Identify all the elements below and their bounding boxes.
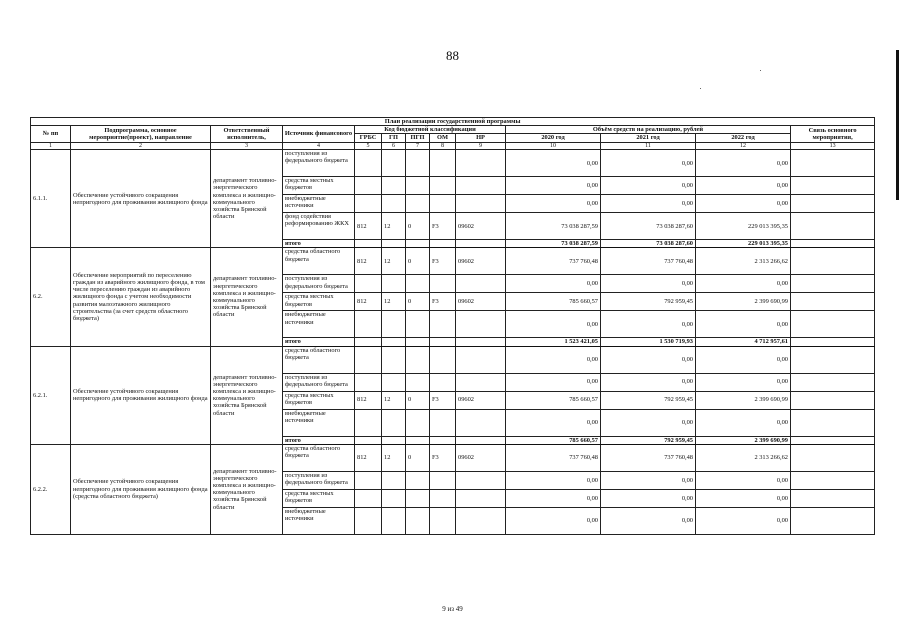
activity-name: Обеспечение мероприятий по переселению граждан из аварийного жилищного фонда, в том числе переселению граждан из аварийного жилищного фонда с учетом необходимости развития малоэтажного жилищного строительства (за счет средств областного бюджета) (71, 248, 211, 346)
budget-code-pgp: 0 (406, 391, 430, 409)
budget-code-nr (456, 240, 506, 248)
column-number: 9 (456, 142, 506, 150)
budget-code-pgp (406, 409, 430, 436)
link-cell (791, 373, 875, 391)
budget-code-om: F3 (430, 391, 456, 409)
column-number: 5 (355, 142, 382, 150)
header-row (31, 126, 875, 134)
budget-code-grbs (355, 373, 382, 391)
amount-2021: 0,00 (601, 346, 696, 373)
budget-code-grbs (355, 436, 382, 444)
budget-code-pgp (406, 489, 430, 507)
column-number: 6 (382, 142, 406, 150)
total-2021: 1 530 719,93 (601, 338, 696, 346)
amount-2022: 0,00 (696, 311, 791, 338)
total-2021: 73 038 287,60 (601, 240, 696, 248)
budget-code-om: F3 (430, 213, 456, 240)
budget-code-om (430, 195, 456, 213)
total-2022: 2 399 690,99 (696, 436, 791, 444)
header-link: Связь основного мероприятия, (791, 126, 875, 142)
amount-2022: 0,00 (696, 373, 791, 391)
link-cell (791, 248, 875, 275)
budget-code-pgp: 0 (406, 444, 430, 471)
budget-code-gp (382, 373, 406, 391)
plan-table-body (31, 150, 875, 535)
funding-source: средства местных бюджетов (283, 177, 355, 195)
budget-code-om (430, 275, 456, 293)
row-number: 6.2.1. (31, 346, 71, 444)
row-number: 6.2.2. (31, 444, 71, 534)
budget-code-gp (382, 240, 406, 248)
scan-speck (760, 70, 761, 71)
budget-code-om (430, 489, 456, 507)
page-footer: 9 из 49 (442, 605, 463, 613)
table-title-row (31, 118, 875, 126)
budget-code-nr (456, 338, 506, 346)
amount-2022: 0,00 (696, 150, 791, 177)
budget-code-nr: 09602 (456, 293, 506, 311)
total-2021: 792 959,45 (601, 436, 696, 444)
amount-2022: 0,00 (696, 275, 791, 293)
amount-2022: 0,00 (696, 195, 791, 213)
amount-2022: 0,00 (696, 507, 791, 534)
amount-2020: 0,00 (506, 346, 601, 373)
funding-source: средства областного бюджета (283, 444, 355, 471)
amount-2021: 0,00 (601, 177, 696, 195)
budget-code-om (430, 471, 456, 489)
funding-source: внебюджетные источники (283, 311, 355, 338)
link-cell (791, 444, 875, 471)
link-cell (791, 213, 875, 240)
budget-code-om (430, 436, 456, 444)
budget-code-grbs: 812 (355, 293, 382, 311)
amount-2022: 0,00 (696, 471, 791, 489)
amount-2020: 785 660,57 (506, 293, 601, 311)
budget-code-om: F3 (430, 293, 456, 311)
budget-code-om (430, 507, 456, 534)
budget-code-grbs: 812 (355, 444, 382, 471)
budget-code-grbs (355, 177, 382, 195)
responsible-executor: департамент топливно-энергетического комплекса и жилищно-коммунального хозяйства Брянской области (211, 150, 283, 248)
budget-code-gp (382, 471, 406, 489)
header-source: Источник финансового (283, 126, 355, 142)
budget-code-om (430, 338, 456, 346)
amount-2021: 737 760,48 (601, 444, 696, 471)
budget-code-nr (456, 471, 506, 489)
funding-source: фонд содействия реформированию ЖКХ (283, 213, 355, 240)
budget-code-gp (382, 150, 406, 177)
header-budget-code: Код бюджетной классификации (355, 126, 506, 134)
responsible-executor: департамент топливно-энергетического комплекса и жилищно-коммунального хозяйства Брянской области (211, 444, 283, 534)
budget-code-nr (456, 177, 506, 195)
funding-source: поступления из федерального бюджета (283, 373, 355, 391)
budget-code-pgp: 0 (406, 213, 430, 240)
link-cell (791, 391, 875, 409)
budget-code-nr: 09602 (456, 213, 506, 240)
budget-code-pgp (406, 471, 430, 489)
funding-source: средства местных бюджетов (283, 489, 355, 507)
funding-source: средства областного бюджета (283, 346, 355, 373)
link-cell (791, 195, 875, 213)
total-2020: 73 038 287,59 (506, 240, 601, 248)
budget-code-grbs: 812 (355, 248, 382, 275)
link-cell (791, 311, 875, 338)
column-number: 8 (430, 142, 456, 150)
total-label: итого (283, 338, 355, 346)
column-number: 10 (506, 142, 601, 150)
header-grbs: ГРБС (355, 134, 382, 142)
funding-source: внебюджетные источники (283, 409, 355, 436)
budget-code-om (430, 373, 456, 391)
budget-code-grbs (355, 489, 382, 507)
plan-table (30, 117, 875, 535)
amount-2020: 0,00 (506, 489, 601, 507)
amount-2021: 73 038 287,60 (601, 213, 696, 240)
header-funds: Объём средств на реализацию, рублей (506, 126, 791, 134)
column-number: 13 (791, 142, 875, 150)
column-number: 11 (601, 142, 696, 150)
amount-2022: 2 399 690,99 (696, 391, 791, 409)
budget-code-nr: 09602 (456, 248, 506, 275)
budget-code-nr (456, 275, 506, 293)
amount-2020: 785 660,57 (506, 391, 601, 409)
budget-code-grbs (355, 346, 382, 373)
table-row (31, 444, 875, 471)
budget-code-pgp (406, 150, 430, 177)
budget-code-gp: 12 (382, 213, 406, 240)
amount-2020: 737 760,48 (506, 248, 601, 275)
link-cell (791, 150, 875, 177)
table-row (31, 248, 875, 275)
link-cell (791, 436, 875, 444)
amount-2022: 2 399 690,99 (696, 293, 791, 311)
amount-2020: 0,00 (506, 471, 601, 489)
budget-code-nr (456, 436, 506, 444)
amount-2020: 0,00 (506, 150, 601, 177)
budget-code-gp (382, 177, 406, 195)
amount-2021: 0,00 (601, 275, 696, 293)
budget-code-gp (382, 195, 406, 213)
link-cell (791, 293, 875, 311)
budget-code-om (430, 177, 456, 195)
budget-code-nr (456, 409, 506, 436)
budget-code-gp: 12 (382, 248, 406, 275)
funding-source: поступления из федерального бюджета (283, 471, 355, 489)
budget-code-om (430, 346, 456, 373)
budget-code-nr (456, 311, 506, 338)
budget-code-gp (382, 338, 406, 346)
link-cell (791, 240, 875, 248)
total-label: итого (283, 240, 355, 248)
amount-2022: 2 313 266,62 (696, 248, 791, 275)
amount-2022: 229 013 395,35 (696, 213, 791, 240)
link-cell (791, 275, 875, 293)
budget-code-gp (382, 311, 406, 338)
budget-code-grbs (355, 240, 382, 248)
link-cell (791, 489, 875, 507)
amount-2021: 0,00 (601, 409, 696, 436)
budget-code-pgp (406, 436, 430, 444)
budget-code-pgp: 0 (406, 293, 430, 311)
amount-2021: 0,00 (601, 471, 696, 489)
column-number: 12 (696, 142, 791, 150)
amount-2020: 0,00 (506, 311, 601, 338)
funding-source: поступления из федерального бюджета (283, 275, 355, 293)
amount-2022: 0,00 (696, 177, 791, 195)
amount-2021: 0,00 (601, 195, 696, 213)
budget-code-nr (456, 346, 506, 373)
amount-2020: 0,00 (506, 275, 601, 293)
header-gp: ГП (382, 134, 406, 142)
amount-2020: 0,00 (506, 507, 601, 534)
header-pgp: ПГП (406, 134, 430, 142)
column-numbers-row (31, 142, 875, 150)
funding-source: внебюджетные источники (283, 195, 355, 213)
link-cell (791, 507, 875, 534)
budget-code-gp: 12 (382, 293, 406, 311)
amount-2020: 0,00 (506, 373, 601, 391)
budget-code-grbs (355, 338, 382, 346)
budget-code-gp (382, 409, 406, 436)
amount-2021: 0,00 (601, 150, 696, 177)
budget-code-om: F3 (430, 248, 456, 275)
funding-source: средства местных бюджетов (283, 293, 355, 311)
header-2022: 2022 год (696, 134, 791, 142)
budget-code-gp (382, 507, 406, 534)
activity-name: Обеспечение устойчивого сокращения непригодного для проживания жилищного фонда (71, 150, 211, 248)
budget-code-grbs (355, 409, 382, 436)
total-2022: 4 712 957,61 (696, 338, 791, 346)
amount-2020: 0,00 (506, 409, 601, 436)
budget-code-om (430, 409, 456, 436)
header-2021: 2021 год (601, 134, 696, 142)
budget-code-gp: 12 (382, 444, 406, 471)
column-number: 1 (31, 142, 71, 150)
budget-code-grbs: 812 (355, 213, 382, 240)
responsible-executor: департамент топливно-энергетического комплекса и жилищно-коммунального хозяйства Брянской области (211, 248, 283, 346)
funding-source: внебюджетные источники (283, 507, 355, 534)
budget-code-nr: 09602 (456, 391, 506, 409)
link-cell (791, 177, 875, 195)
header-nr: НР (456, 134, 506, 142)
column-number: 3 (211, 142, 283, 150)
amount-2022: 0,00 (696, 346, 791, 373)
budget-code-pgp (406, 311, 430, 338)
budget-code-pgp (406, 275, 430, 293)
budget-code-om: F3 (430, 444, 456, 471)
header-om: ОМ (430, 134, 456, 142)
column-number: 7 (406, 142, 430, 150)
amount-2022: 2 313 266,62 (696, 444, 791, 471)
budget-code-nr (456, 507, 506, 534)
budget-code-pgp (406, 195, 430, 213)
table-title: План реализации государственной программы (31, 118, 875, 126)
budget-code-nr (456, 150, 506, 177)
funding-source: средства областного бюджета (283, 248, 355, 275)
funding-source: поступления из федерального бюджета (283, 150, 355, 177)
link-cell (791, 471, 875, 489)
budget-code-om (430, 240, 456, 248)
budget-code-om (430, 311, 456, 338)
amount-2021: 0,00 (601, 311, 696, 338)
header-2020: 2020 год (506, 134, 601, 142)
budget-code-grbs (355, 275, 382, 293)
amount-2021: 0,00 (601, 489, 696, 507)
link-cell (791, 338, 875, 346)
budget-code-pgp (406, 240, 430, 248)
budget-code-gp (382, 346, 406, 373)
responsible-executor: департамент топливно-энергетического комплекса и жилищно-коммунального хозяйства Брянской области (211, 346, 283, 444)
header-executor: Ответственный исполнитель, (211, 126, 283, 142)
header-subprogram: Подпрограмма, основное мероприятие(проект), направление (71, 126, 211, 142)
budget-code-om (430, 150, 456, 177)
column-number: 4 (283, 142, 355, 150)
budget-code-grbs (355, 507, 382, 534)
total-2020: 1 523 421,05 (506, 338, 601, 346)
amount-2020: 0,00 (506, 177, 601, 195)
budget-code-pgp (406, 346, 430, 373)
funding-source: средства местных бюджетов (283, 391, 355, 409)
header-no: № пп (31, 126, 71, 142)
table-row (31, 346, 875, 373)
budget-code-nr (456, 489, 506, 507)
link-cell (791, 346, 875, 373)
budget-code-nr: 09602 (456, 444, 506, 471)
page-number: 88 (446, 48, 459, 63)
amount-2022: 0,00 (696, 489, 791, 507)
budget-code-gp: 12 (382, 391, 406, 409)
budget-code-grbs: 812 (355, 391, 382, 409)
row-number: 6.2. (31, 248, 71, 346)
budget-code-grbs (355, 195, 382, 213)
budget-code-pgp (406, 338, 430, 346)
amount-2021: 737 760,48 (601, 248, 696, 275)
column-number: 2 (71, 142, 211, 150)
link-cell (791, 409, 875, 436)
activity-name: Обеспечение устойчивого сокращения непригодного для проживания жилищного фонда (средства областного бюджета) (71, 444, 211, 534)
amount-2021: 792 959,45 (601, 293, 696, 311)
total-2022: 229 013 395,35 (696, 240, 791, 248)
amount-2020: 73 038 287,59 (506, 213, 601, 240)
budget-code-gp (382, 436, 406, 444)
budget-code-gp (382, 489, 406, 507)
budget-code-grbs (355, 311, 382, 338)
page-edge-mark (896, 50, 899, 200)
total-2020: 785 660,57 (506, 436, 601, 444)
amount-2021: 0,00 (601, 373, 696, 391)
budget-code-nr (456, 195, 506, 213)
total-label: итого (283, 436, 355, 444)
amount-2020: 0,00 (506, 195, 601, 213)
activity-name: Обеспечение устойчивого сокращения непригодного для проживания жилищного фонда (71, 346, 211, 444)
budget-code-grbs (355, 150, 382, 177)
amount-2021: 0,00 (601, 507, 696, 534)
amount-2022: 0,00 (696, 409, 791, 436)
scan-speck (700, 88, 701, 89)
amount-2021: 792 959,45 (601, 391, 696, 409)
budget-code-pgp (406, 373, 430, 391)
budget-code-pgp (406, 507, 430, 534)
budget-code-grbs (355, 471, 382, 489)
amount-2020: 737 760,48 (506, 444, 601, 471)
budget-code-pgp: 0 (406, 248, 430, 275)
row-number: 6.1.1. (31, 150, 71, 248)
budget-code-nr (456, 373, 506, 391)
budget-code-pgp (406, 177, 430, 195)
table-row (31, 150, 875, 177)
budget-code-gp (382, 275, 406, 293)
